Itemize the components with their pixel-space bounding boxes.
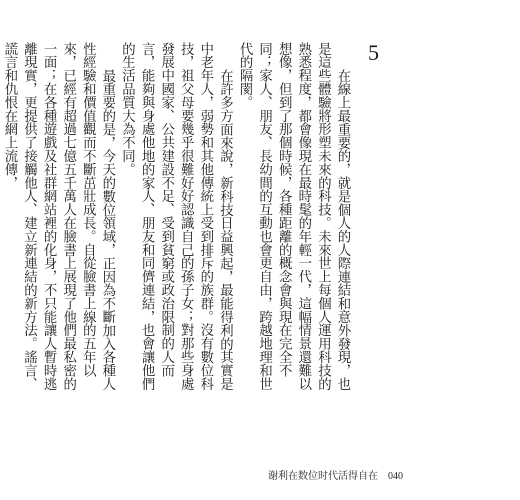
paragraph-2: 在許多方面來說，新科技日益興起，最能得利的其實是中老年人，弱勢和其他傳統上受到排斥的族群。沒有數位科技，祖父母要幾乎很難好好認識自己的孫子女；對那些身處發展中國家、公共建設不足、受到貧窮或政治限制的人而言，能夠與身處他地的家人、朋友和同儕連結，也會讓他們的生活品質大為不同。: [119, 42, 233, 391]
paragraph-3: 最重要的是，今天的數位領域，正因為不斷加入各種人性經驗和價值觀而不斷茁壯成長。自從臉書上線的五年以來，已經有超過七億五千萬人在臉書上展現了他們最私密的一面；在各種遊戲及社群網站裡的化身，不只能讓人暫時逃離現實，更提供了接觸他人、建立新連結的新方法。謠言、謊言和仇恨在網上流傳，: [1, 42, 115, 391]
vertical-body-text: [0, 42, 352, 397]
page-footer: [268, 472, 403, 482]
chapter-number: 5: [368, 40, 379, 65]
folio: 040: [388, 471, 403, 482]
running-title: 谢利在数位时代活得自在: [268, 471, 378, 482]
paragraph-1: 在線上最重要的，就是個人的人際連結和意外發現，也是這些體驗將形塑未來的科技。未來世上每個人運用科技的熟悉程度，都會像現在最時髦的年輕一代，這幅情景還難以想像，但到了那個時候，各種距離的概念會與現在完全不同；家人、朋友、長幼間的互動也會更自由，跨越地理和世代的隔閡。: [237, 42, 350, 391]
